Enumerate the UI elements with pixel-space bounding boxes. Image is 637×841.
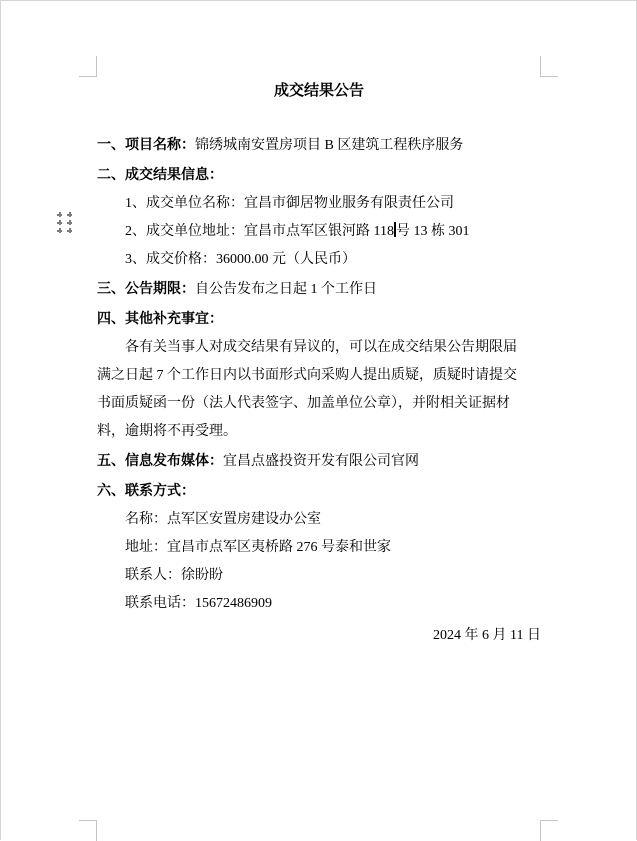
title-spacer bbox=[97, 105, 541, 130]
drag-handle-dot bbox=[67, 212, 72, 217]
section-label: 一、项目名称： bbox=[97, 136, 195, 152]
drag-handle-dot bbox=[67, 220, 72, 225]
section-label: 二、成交结果信息： bbox=[97, 166, 223, 182]
item-text: 2、成交单位地址：宜昌市点军区银河路 118 bbox=[125, 224, 394, 239]
contact-address bbox=[97, 534, 541, 562]
drag-handle-dot bbox=[57, 220, 62, 225]
section-label: 四、其他补充事宜： bbox=[97, 310, 223, 326]
section-label: 三、公告期限： bbox=[97, 280, 195, 296]
result-unit-name bbox=[97, 190, 541, 218]
item-text: 3、成交价格：36000.00 元（人民币） bbox=[125, 252, 356, 267]
margin-mark-bottom-left bbox=[79, 820, 97, 841]
section-result-heading bbox=[97, 160, 541, 190]
drag-handle-dot bbox=[57, 228, 62, 233]
margin-mark-top-right bbox=[540, 56, 558, 77]
document-title: 成交结果公告 bbox=[273, 82, 364, 99]
section-other-heading bbox=[97, 304, 541, 334]
item-text: 联系电话：15672486909 bbox=[125, 596, 272, 611]
section-value: 宜昌点盛投资开发有限公司官网 bbox=[223, 454, 419, 469]
result-unit-address bbox=[97, 218, 541, 246]
item-text: 名称：点军区安置房建设办公室 bbox=[125, 512, 321, 527]
section-media bbox=[97, 446, 541, 476]
drag-handle-dot bbox=[67, 228, 72, 233]
item-text: 地址：宜昌市点军区夷桥路 276 号泰和世家 bbox=[125, 540, 391, 555]
date-line: 2024 年 6 月 11 日 bbox=[433, 628, 541, 643]
contact-person bbox=[97, 562, 541, 590]
other-paragraph-line bbox=[97, 390, 541, 418]
section-project-name bbox=[97, 130, 541, 160]
paragraph-text: 书面质疑函一份（法人代表签字、加盖单位公章），并附相关证据材 bbox=[97, 396, 510, 411]
drag-handle-dot bbox=[57, 212, 62, 217]
paragraph-text: 料，逾期将不再受理。 bbox=[97, 424, 237, 439]
drag-handle-icon[interactable] bbox=[57, 212, 72, 233]
section-label: 六、联系方式： bbox=[97, 482, 195, 498]
other-paragraph-line bbox=[97, 418, 541, 446]
margin-mark-top-left bbox=[79, 56, 97, 77]
section-value: 自公告发布之日起 1 个工作日 bbox=[195, 282, 377, 297]
section-value: 锦绣城南安置房项目 B 区建筑工程秩序服务 bbox=[195, 138, 464, 153]
other-paragraph-line bbox=[97, 362, 541, 390]
paragraph-text: 各有关当事人对成交结果有异议的，可以在成交结果公告期限届 bbox=[125, 340, 517, 355]
item-text: 1、成交单位名称：宜昌市御居物业服务有限责任公司 bbox=[125, 196, 454, 211]
contact-name bbox=[97, 506, 541, 534]
section-label: 五、信息发布媒体： bbox=[97, 452, 223, 468]
document-text-area[interactable] bbox=[97, 77, 541, 650]
item-text: 联系人：徐盼盼 bbox=[125, 568, 223, 583]
margin-mark-bottom-right bbox=[540, 820, 558, 841]
result-price bbox=[97, 246, 541, 274]
paragraph-text: 满之日起 7 个工作日内以书面形式向采购人提出质疑，质疑时请提交 bbox=[97, 368, 517, 383]
section-contact-heading bbox=[97, 476, 541, 506]
section-period bbox=[97, 274, 541, 304]
other-paragraph-line bbox=[97, 334, 541, 362]
contact-phone bbox=[97, 590, 541, 618]
item-text: 号 13 栋 301 bbox=[395, 224, 470, 239]
